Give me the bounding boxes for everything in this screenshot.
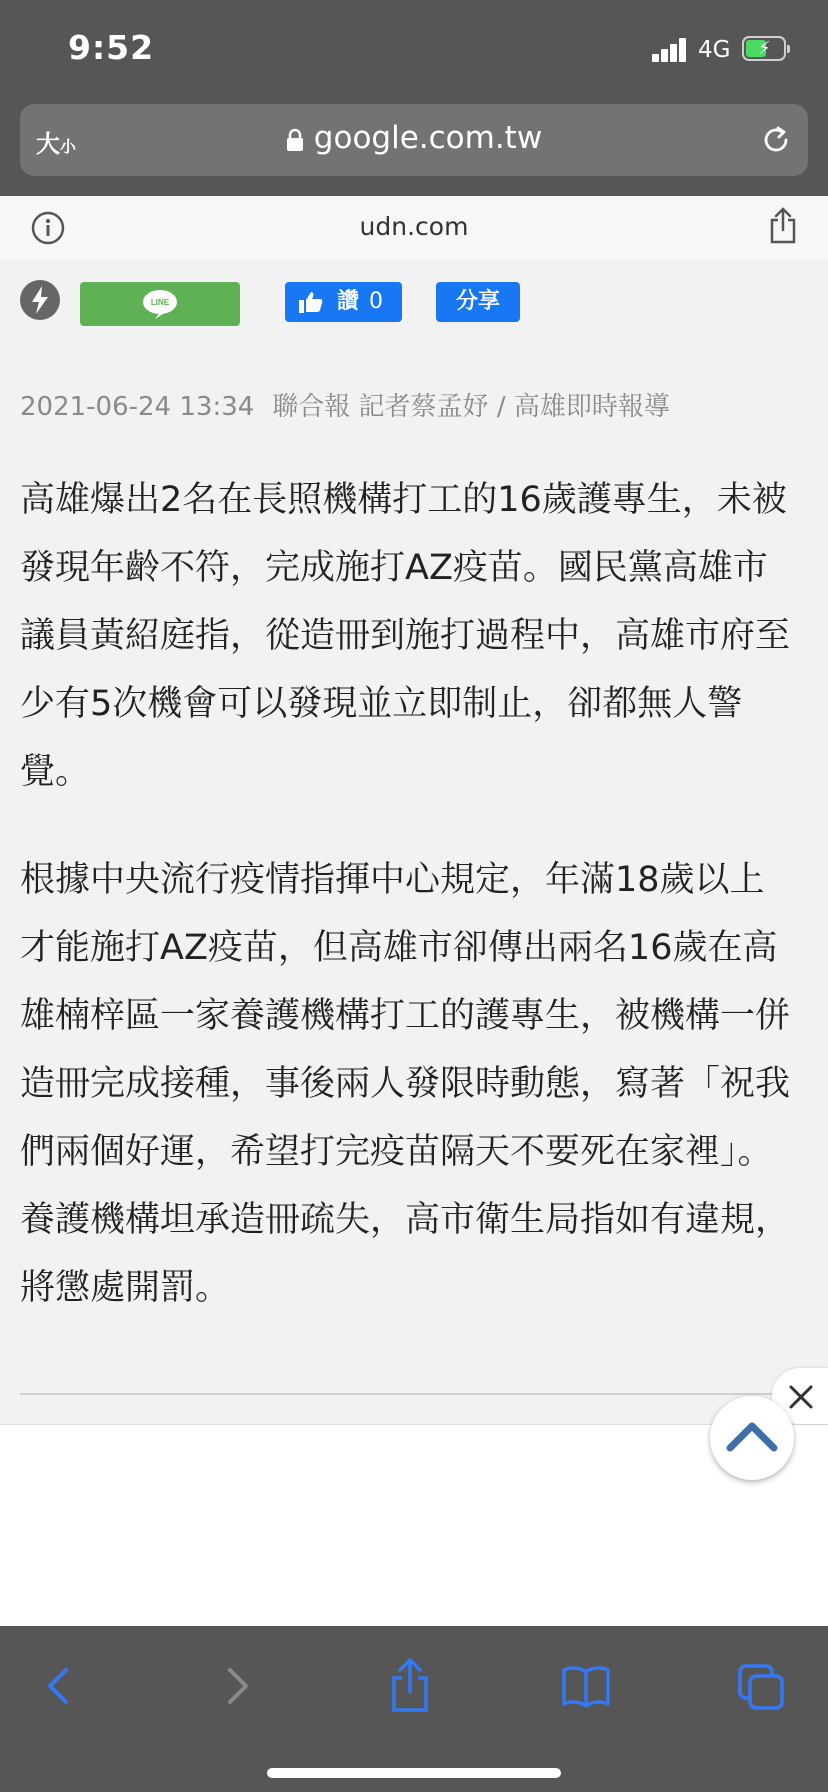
bolt-glyph [20,280,60,320]
url-display[interactable] [20,120,808,156]
reload-icon[interactable] [758,122,794,158]
facebook-like-button[interactable] [285,282,402,322]
safari-bottom-toolbar [0,1626,828,1792]
article-date: 2021-06-24 13:34 [20,392,255,422]
network-type: 4G [698,37,731,63]
lightning-icon[interactable] [20,280,60,320]
article-dateline [20,386,670,423]
text-size-small-label: 小 [60,137,77,156]
address-bar[interactable] [20,104,808,176]
like-count: 0 [369,289,383,314]
chevron-up-icon [724,1414,780,1458]
ad-banner[interactable] [0,1424,828,1627]
thumbs-up-icon [299,291,323,313]
social-bar [0,270,828,320]
site-info-bar [0,196,828,260]
line-share-button[interactable] [80,282,240,326]
like-label: 讚 [337,289,360,314]
signal-icon [652,38,688,62]
browser-top-chrome [0,0,828,196]
line-logo-text: LINE [150,298,170,307]
article-content [0,260,828,1425]
share-icon[interactable] [768,206,798,246]
article-byline: 聯合報 記者蔡孟妤 / 高雄即時報導 [272,392,670,422]
scroll-to-top-button[interactable] [710,1396,794,1480]
status-time: 9:52 [68,28,155,67]
home-indicator[interactable] [267,1768,561,1778]
content-divider [20,1393,790,1395]
tabs-icon[interactable] [732,1656,792,1716]
lock-icon [286,128,304,152]
bookmarks-icon[interactable] [556,1656,616,1716]
forward-icon[interactable] [206,1656,266,1716]
url-text: google.com.tw [313,120,543,156]
share-icon[interactable] [380,1656,440,1716]
close-icon [788,1384,814,1410]
line-logo-icon [140,288,180,320]
article-paragraph: 高雄爆出2名在長照機構打工的16歲護專生，未被發現年齡不符，完成施打AZ疫苗。國民黨高雄市議員黃紹庭指，從造冊到施打過程中，高雄市府至少有5次機會可以發現並立即制止，卻都無人警覺。 [20,480,791,792]
battery-icon: ⚡ [742,36,786,61]
back-icon[interactable] [30,1656,90,1716]
article-paragraph: 根據中央流行疫情指揮中心規定，年滿18歲以上才能施打AZ疫苗，但高雄市卻傳出兩名16歲在高雄楠梓區一家養護機構打工的護專生，被機構一併造冊完成接種，事後兩人發限時動態，寫著「祝我們兩個好運，希望打完疫苗隔天不要死在家裡」。養護機構坦承造冊疏失，高市衛生局指如有違規，將懲處開罰。 [20,860,791,1308]
text-size-big-label: 大 [36,130,60,158]
site-domain: udn.com [359,212,469,241]
facebook-share-button[interactable]: 分享 [436,282,520,322]
